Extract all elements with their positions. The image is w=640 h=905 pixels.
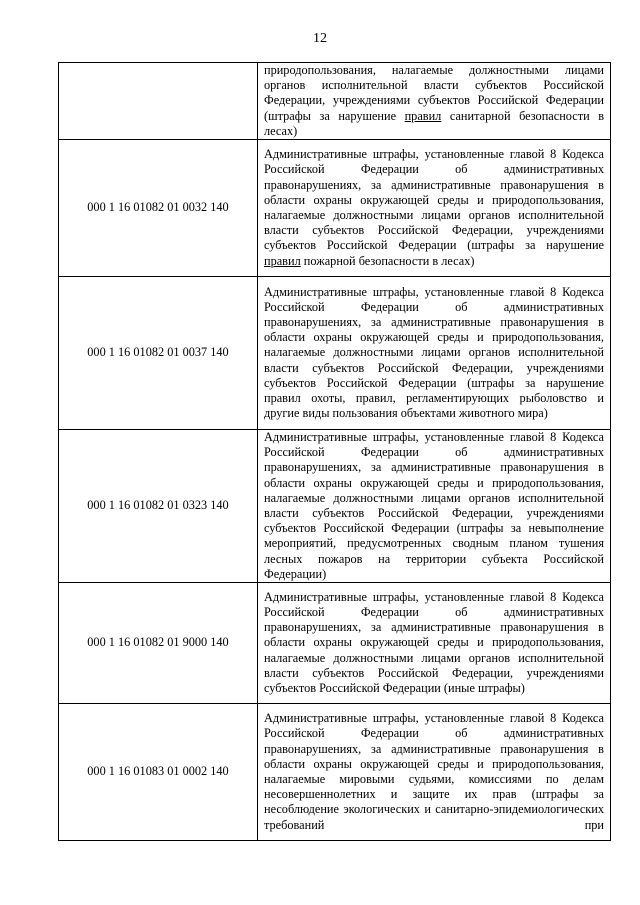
classification-code-cell: 000 1 16 01083 01 0002 140	[59, 704, 258, 841]
description-text: пожарной безопасности в лесах)	[300, 253, 475, 268]
description-cell	[258, 63, 611, 140]
description-text: санитарной безопасности в лесах)	[264, 108, 604, 138]
table-row	[59, 430, 611, 583]
description-text: Административные штрафы, установленные главой 8 Кодекса Российской Федерации об административных правонарушениях, за административные правонарушения в области охраны окружающей среды и природопользования, налагаемые должностными лицами органов исполнительной власти субъектов Российской Федерации, учреждениями субъектов Российской Федерации (штрафы за нарушение	[264, 147, 604, 253]
table-row	[59, 63, 611, 140]
description-cell: Административные штрафы, установленные главой 8 Кодекса Российской Федерации об административных правонарушениях, за административные правонарушения в области охраны окружающей среды и природопользования, налагаемые должностными лицами органов исполнительной власти субъектов Российской Федерации, учреждениями субъектов Российской Федерации (штрафы за нарушение правил охоты, правил, регламентирующих рыболовство и другие виды пользования объектами животного мира)	[258, 277, 611, 430]
budget-codes-table	[58, 62, 611, 841]
rules-link[interactable]: правил	[404, 108, 442, 123]
description-cell: Административные штрафы, установленные главой 8 Кодекса Российской Федерации об административных правонарушениях, за административные правонарушения в области охраны окружающей среды и природопользования, налагаемые мировыми судьями, комиссиями по делам несовершеннолетних и защите их прав (штрафы за несоблюдение экологических и санитарно-эпидемиологических требований при	[258, 704, 611, 841]
description-cell	[258, 140, 611, 277]
description-cell: Административные штрафы, установленные главой 8 Кодекса Российской Федерации об административных правонарушениях, за административные правонарушения в области охраны окружающей среды и природопользования, налагаемые должностными лицами органов исполнительной власти субъектов Российской Федерации, учреждениями субъектов Российской Федерации (иные штрафы)	[258, 583, 611, 704]
classification-code-cell: 000 1 16 01082 01 9000 140	[59, 583, 258, 704]
table-row	[59, 583, 611, 704]
description-cell: Административные штрафы, установленные главой 8 Кодекса Российской Федерации об административных правонарушениях, за административные правонарушения в области охраны окружающей среды и природопользования, налагаемые должностными лицами органов исполнительной власти субъектов Российской Федерации, учреждениями субъектов Российской Федерации (штрафы за невыполнение мероприятий, предусмотренных сводным планом тушения лесных пожаров на территории субъекта Российской Федерации)	[258, 430, 611, 583]
classification-code-cell	[59, 63, 258, 140]
description-text: природопользования, налагаемые должностными лицами органов исполнительной власти субъектов Российской Федерации, учреждениями субъектов Российской Федерации (штрафы за нарушение	[264, 63, 604, 123]
table-row	[59, 277, 611, 430]
page-number: 12	[313, 31, 327, 46]
classification-code-cell: 000 1 16 01082 01 0032 140	[59, 140, 258, 277]
classification-code-cell: 000 1 16 01082 01 0323 140	[59, 430, 258, 583]
table-row	[59, 140, 611, 277]
classification-code-cell: 000 1 16 01082 01 0037 140	[59, 277, 258, 430]
rules-link[interactable]: правил	[264, 253, 301, 268]
table-row	[59, 704, 611, 841]
